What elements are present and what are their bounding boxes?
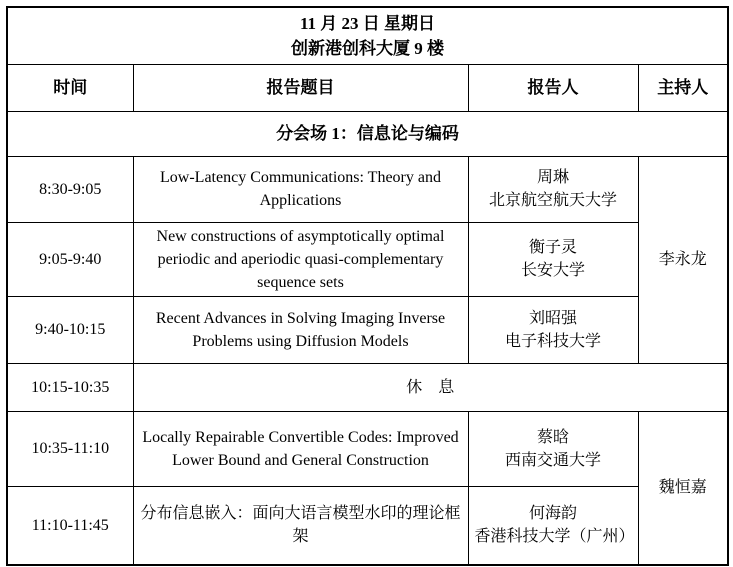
speaker-affiliation: 电子科技大学 <box>504 332 601 350</box>
speaker-name: 何海韵 <box>528 505 577 523</box>
time-cell: 11:10-11:45 <box>7 486 133 565</box>
break-row <box>7 363 728 411</box>
speaker-cell <box>468 156 638 222</box>
column-header-speaker: 报告人 <box>468 64 638 111</box>
talk-title-cell: Low-Latency Communications: Theory and Applications <box>133 156 468 222</box>
time-cell: 9:40-10:15 <box>7 296 133 363</box>
speaker-cell <box>468 296 638 363</box>
table-row <box>7 486 728 565</box>
table-row <box>7 411 728 486</box>
table-row <box>7 222 728 296</box>
table-row <box>7 296 728 363</box>
table-row <box>7 156 728 222</box>
speaker-affiliation: 西南交通大学 <box>504 451 601 469</box>
session-banner: 分会场 1：信息论与编码 <box>7 111 728 156</box>
speaker-name: 刘昭强 <box>528 309 577 327</box>
caption-date: 11 月 23 日 星期日 <box>299 13 436 33</box>
speaker-cell <box>468 411 638 486</box>
speaker-affiliation: 香港科技大学（广州） <box>474 528 635 546</box>
column-header-chair: 主持人 <box>638 64 728 111</box>
chair-cell: 李永龙 <box>638 156 728 363</box>
chair-cell: 魏恒嘉 <box>638 411 728 565</box>
time-cell: 10:35-11:10 <box>7 411 133 486</box>
speaker-name: 衡子灵 <box>528 239 577 256</box>
talk-title-cell: Locally Repairable Convertible Codes: Improved Lower Bound and General Construction <box>133 411 468 486</box>
table-caption <box>7 7 728 64</box>
talk-title-cell: Recent Advances in Solving Imaging Inverse Problems using Diffusion Models <box>133 296 468 363</box>
time-cell: 9:05-9:40 <box>7 222 133 296</box>
talk-title-cell: New constructions of asymptotically optimal periodic and aperiodic quasi-complementary sequence sets <box>133 222 468 296</box>
column-header-time: 时间 <box>7 64 133 111</box>
speaker-name: 周琳 <box>536 169 569 186</box>
speaker-affiliation: 北京航空航天大学 <box>488 192 617 209</box>
speaker-cell <box>468 486 638 565</box>
time-cell: 8:30-9:05 <box>7 156 133 222</box>
talk-title-cell: 分布信息嵌入：面向大语言模型水印的理论框架 <box>133 486 468 565</box>
speaker-cell <box>468 222 638 296</box>
conference-schedule-table <box>6 6 729 566</box>
column-header-title: 报告题目 <box>133 64 468 111</box>
speaker-affiliation: 长安大学 <box>520 262 585 279</box>
speaker-name: 蔡晗 <box>536 428 569 446</box>
caption-venue: 创新港创科大厦 9 楼 <box>291 38 444 58</box>
time-cell: 10:15-10:35 <box>7 363 133 411</box>
break-label: 休 息 <box>133 363 728 411</box>
